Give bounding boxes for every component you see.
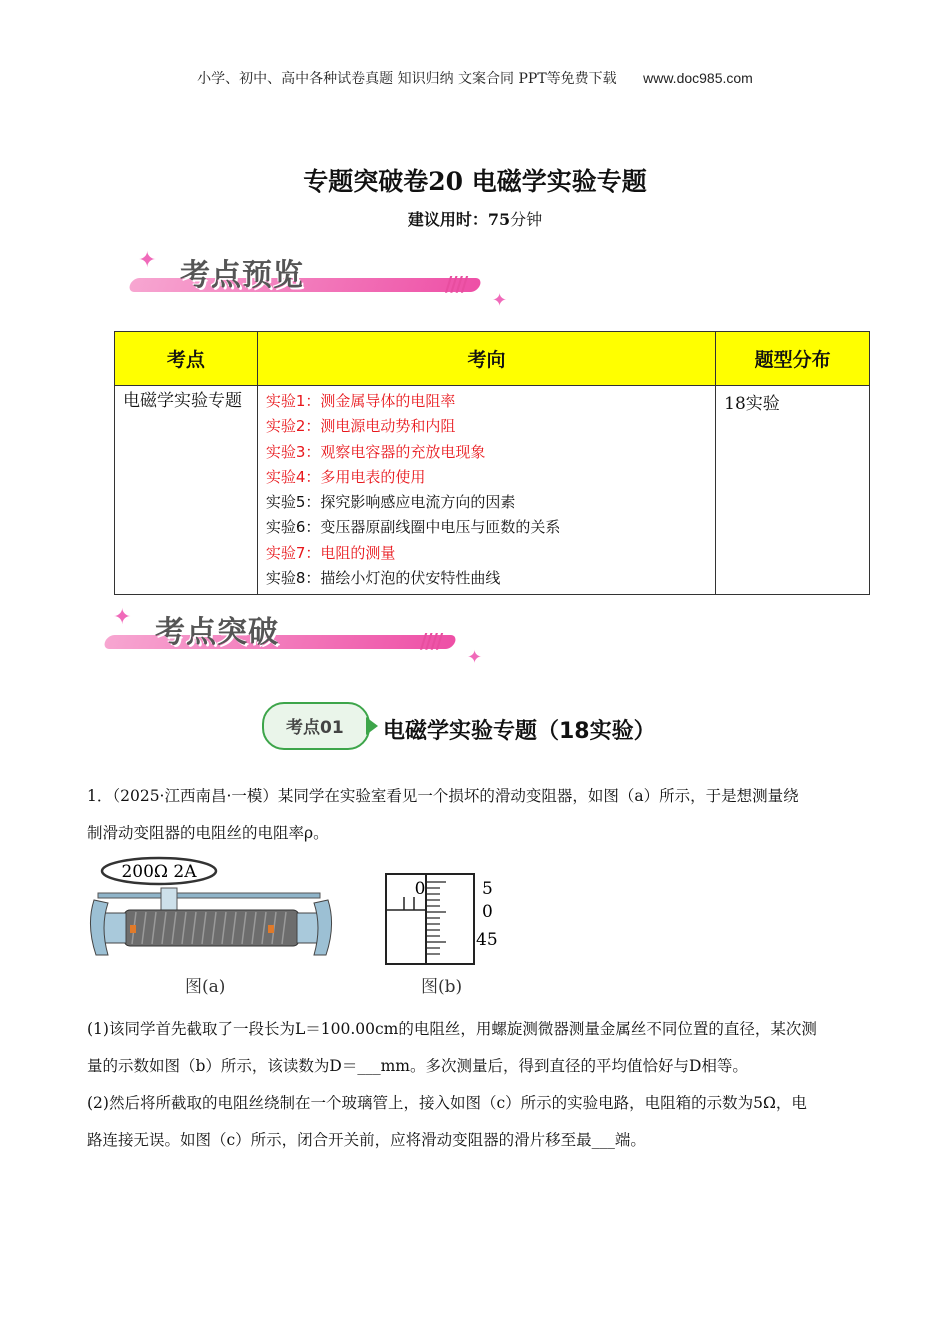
badge-label: 考点01: [286, 718, 344, 738]
experiment-item: 实验5：探究影响感应电流方向的因素: [265, 493, 516, 512]
table-header-topic: 考点: [115, 332, 258, 386]
question-intro: [87, 778, 867, 852]
header-text: 小学、初中、高中各种试卷真题 知识归纳 文案合同 PPT等免费下载: [197, 71, 617, 87]
table-topic-cell: 电磁学实验专题: [115, 386, 258, 595]
question-part1: [87, 1011, 867, 1159]
figure-b-micrometer: [384, 872, 509, 967]
figure-a-caption: 图(a): [185, 977, 226, 997]
figure-b-tick-label: 45: [476, 930, 498, 950]
table-distribution-cell: 18实验: [716, 386, 870, 595]
page-header: [0, 68, 950, 88]
question-line: (1)该同学首先截取了一段长为L＝100.00cm的电阻丝，用螺旋测微器测量金属丝不同位置的直径，某次测: [87, 1020, 817, 1038]
experiment-item: 实验3：观察电容器的充放电现象: [265, 442, 486, 461]
question-line: 路连接无误。如图（c）所示，闭合开关前，应将滑动变阻器的滑片移至最___端。: [87, 1131, 646, 1149]
header-url[interactable]: www.doc985.com: [643, 70, 753, 86]
table-header-distribution: 题型分布: [716, 332, 870, 386]
banner-slashes: ////: [420, 629, 442, 653]
table-header-direction: 考向: [257, 332, 715, 386]
doc-title: 专题突破卷20 电磁学实验专题: [303, 167, 647, 196]
question-line: 1．（2025·江西南昌·一模）某同学在实验室看见一个损坏的滑动变阻器，如图（a）所示，于是想测量绕: [87, 787, 799, 805]
banner-label: 考点预览: [180, 258, 304, 293]
preview-banner: [120, 248, 520, 318]
experiment-item: 实验2：测电源电动势和内阻: [265, 417, 456, 436]
experiment-item: 实验4：多用电表的使用: [265, 467, 426, 486]
figure-b-tick-label: 0: [482, 902, 493, 922]
star-icon: ✦: [138, 248, 157, 273]
question-line: 制滑动变阻器的电阻丝的电阻率ρ。: [87, 824, 329, 842]
topic-table: [114, 331, 870, 595]
star-icon: ✦: [492, 290, 508, 311]
question-line: (2)然后将所截取的电阻丝绕制在一个玻璃管上，接入如图（c）所示的实验电路，电阻箱的示数为5Ω，电: [87, 1094, 807, 1112]
experiment-item: 实验1：测金属导体的电阻率: [265, 392, 456, 410]
figure-b-caption: 图(b): [421, 977, 463, 997]
figure-b-main-scale: 0: [414, 879, 426, 899]
breakthrough-banner: [95, 605, 495, 675]
banner-slashes: ////: [445, 272, 467, 296]
figure-a-rating: 200Ω 2A: [121, 862, 197, 882]
question-line: 量的示数如图（b）所示，该读数为D＝___mm。多次测量后，得到直径的平均值恰好与D相等。: [87, 1057, 748, 1075]
star-icon: ✦: [467, 647, 483, 668]
experiment-item: 实验8：描绘小灯泡的伏安特性曲线: [265, 569, 501, 588]
experiment-item: 实验6：变压器原副线圈中电压与匝数的关系: [265, 518, 561, 537]
time-label: 建议用时：75: [407, 210, 511, 229]
table-experiments-cell: [257, 386, 715, 595]
time-unit: 分钟: [510, 210, 543, 229]
arrow-icon: [366, 717, 378, 735]
figure-b-tick-label: 5: [482, 879, 493, 899]
section-badge: [262, 702, 370, 750]
star-icon: ✦: [113, 605, 132, 630]
figure-a-rheostat: [86, 855, 336, 970]
doc-subtitle: [0, 207, 950, 230]
experiment-list: [266, 389, 707, 591]
experiment-item: 实验7：电阻的测量: [265, 543, 396, 562]
section-title: 电磁学实验专题（18实验）: [383, 719, 656, 744]
banner-label: 考点突破: [155, 615, 279, 650]
